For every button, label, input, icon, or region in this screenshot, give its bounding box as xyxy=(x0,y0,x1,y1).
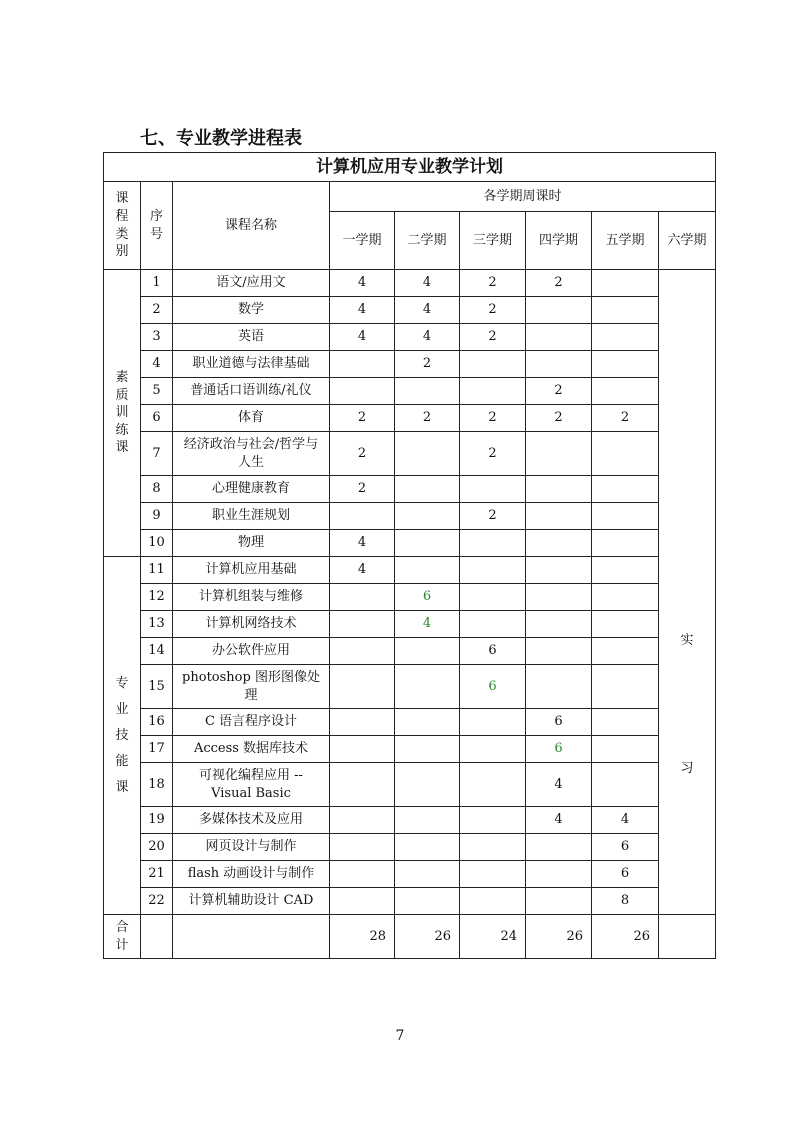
hours-cell xyxy=(526,530,592,557)
hours-cell xyxy=(395,665,460,709)
total-value: 26 xyxy=(526,915,592,959)
hours-cell: 2 xyxy=(460,297,526,324)
hours-cell xyxy=(526,638,592,665)
header-weekly-hours: 各学期周课时 xyxy=(330,182,716,212)
hours-cell xyxy=(592,270,659,297)
header-semester-5: 五学期 xyxy=(592,212,659,270)
row-no: 3 xyxy=(141,324,173,351)
hours-cell: 4 xyxy=(526,807,592,834)
hours-cell: 4 xyxy=(526,763,592,807)
hours-cell: 2 xyxy=(330,476,395,503)
total-empty xyxy=(659,915,716,959)
header-semester-1: 一学期 xyxy=(330,212,395,270)
hours-cell xyxy=(330,888,395,915)
header-semester-4: 四学期 xyxy=(526,212,592,270)
hours-cell xyxy=(395,834,460,861)
hours-cell xyxy=(460,888,526,915)
hours-cell xyxy=(460,530,526,557)
hours-cell xyxy=(460,736,526,763)
hours-cell xyxy=(592,432,659,476)
course-name: 语文/应用文 xyxy=(173,270,330,297)
row-no: 8 xyxy=(141,476,173,503)
row-no: 11 xyxy=(141,557,173,584)
hours-cell: 2 xyxy=(460,405,526,432)
hours-cell xyxy=(395,736,460,763)
header-semester-6: 六学期 xyxy=(659,212,716,270)
hours-cell xyxy=(460,557,526,584)
hours-cell xyxy=(592,665,659,709)
hours-cell: 8 xyxy=(592,888,659,915)
hours-cell xyxy=(330,351,395,378)
hours-cell: 4 xyxy=(330,324,395,351)
hours-cell xyxy=(592,709,659,736)
group-quality-training: 素 质 训 练 课 xyxy=(104,270,141,557)
course-name: 普通话口语训练/礼仪 xyxy=(173,378,330,405)
hours-cell xyxy=(395,530,460,557)
row-no: 5 xyxy=(141,378,173,405)
total-label: 合 计 xyxy=(104,915,141,959)
hours-cell xyxy=(330,709,395,736)
hours-cell xyxy=(395,432,460,476)
course-name: C 语言程序设计 xyxy=(173,709,330,736)
total-empty xyxy=(141,915,173,959)
hours-cell xyxy=(330,638,395,665)
hours-cell xyxy=(592,503,659,530)
course-name: 心理健康教育 xyxy=(173,476,330,503)
hours-cell: 4 xyxy=(395,270,460,297)
hours-cell: 2 xyxy=(592,405,659,432)
hours-cell xyxy=(395,557,460,584)
hours-cell xyxy=(395,807,460,834)
course-name: 多媒体技术及应用 xyxy=(173,807,330,834)
hours-cell xyxy=(330,807,395,834)
hours-cell: 6 xyxy=(526,709,592,736)
course-name: 职业生涯规划 xyxy=(173,503,330,530)
course-name: 体育 xyxy=(173,405,330,432)
header-semester-3: 三学期 xyxy=(460,212,526,270)
course-name: 数学 xyxy=(173,297,330,324)
hours-cell xyxy=(395,476,460,503)
row-no: 19 xyxy=(141,807,173,834)
hours-cell: 6 xyxy=(592,861,659,888)
hours-cell: 2 xyxy=(460,503,526,530)
hours-cell xyxy=(592,476,659,503)
hours-cell xyxy=(330,763,395,807)
course-name: 计算机组装与维修 xyxy=(173,584,330,611)
hours-cell xyxy=(592,611,659,638)
hours-cell: 6 xyxy=(395,584,460,611)
hours-cell xyxy=(526,584,592,611)
row-no: 20 xyxy=(141,834,173,861)
hours-cell xyxy=(592,324,659,351)
hours-cell: 2 xyxy=(526,405,592,432)
total-value: 26 xyxy=(395,915,460,959)
total-value: 28 xyxy=(330,915,395,959)
row-no: 14 xyxy=(141,638,173,665)
hours-cell: 4 xyxy=(330,270,395,297)
hours-cell xyxy=(592,557,659,584)
hours-cell: 2 xyxy=(395,405,460,432)
row-no: 6 xyxy=(141,405,173,432)
hours-cell: 4 xyxy=(592,807,659,834)
row-no: 2 xyxy=(141,297,173,324)
course-name: 英语 xyxy=(173,324,330,351)
row-no: 4 xyxy=(141,351,173,378)
row-no: 7 xyxy=(141,432,173,476)
hours-cell: 4 xyxy=(395,611,460,638)
hours-cell xyxy=(460,611,526,638)
hours-cell xyxy=(395,503,460,530)
row-no: 22 xyxy=(141,888,173,915)
hours-cell: 2 xyxy=(526,378,592,405)
hours-cell xyxy=(460,763,526,807)
hours-cell xyxy=(592,584,659,611)
hours-cell xyxy=(395,763,460,807)
course-name: 物理 xyxy=(173,530,330,557)
hours-cell: 4 xyxy=(330,297,395,324)
hours-cell xyxy=(526,557,592,584)
row-no: 17 xyxy=(141,736,173,763)
hours-cell xyxy=(330,834,395,861)
hours-cell xyxy=(460,378,526,405)
hours-cell xyxy=(526,611,592,638)
row-no: 9 xyxy=(141,503,173,530)
row-no: 13 xyxy=(141,611,173,638)
hours-cell xyxy=(460,709,526,736)
hours-cell xyxy=(330,861,395,888)
hours-cell xyxy=(592,378,659,405)
hours-cell xyxy=(330,378,395,405)
hours-cell xyxy=(330,584,395,611)
course-name: 计算机应用基础 xyxy=(173,557,330,584)
course-name: flash 动画设计与制作 xyxy=(173,861,330,888)
course-name: photoshop 图形图像处理 xyxy=(173,665,330,709)
row-no: 18 xyxy=(141,763,173,807)
hours-cell xyxy=(526,351,592,378)
total-value: 24 xyxy=(460,915,526,959)
total-empty xyxy=(173,915,330,959)
hours-cell: 4 xyxy=(330,530,395,557)
hours-cell: 6 xyxy=(460,665,526,709)
hours-cell: 2 xyxy=(395,351,460,378)
hours-cell xyxy=(395,378,460,405)
hours-cell: 6 xyxy=(460,638,526,665)
hours-cell xyxy=(592,530,659,557)
teaching-plan-table xyxy=(103,152,716,959)
hours-cell xyxy=(592,638,659,665)
hours-cell xyxy=(526,476,592,503)
hours-cell xyxy=(592,763,659,807)
hours-cell xyxy=(460,861,526,888)
hours-cell: 4 xyxy=(395,324,460,351)
course-name: 计算机辅助设计 CAD xyxy=(173,888,330,915)
hours-cell: 2 xyxy=(460,432,526,476)
hours-cell xyxy=(526,888,592,915)
row-no: 1 xyxy=(141,270,173,297)
page-number: 7 xyxy=(395,1028,405,1044)
hours-cell xyxy=(460,807,526,834)
row-no: 16 xyxy=(141,709,173,736)
hours-cell xyxy=(395,638,460,665)
hours-cell xyxy=(395,861,460,888)
hours-cell xyxy=(395,888,460,915)
hours-cell xyxy=(330,665,395,709)
course-name: 办公软件应用 xyxy=(173,638,330,665)
hours-cell: 2 xyxy=(330,432,395,476)
hours-cell xyxy=(592,736,659,763)
hours-cell xyxy=(460,834,526,861)
hours-cell xyxy=(526,432,592,476)
group-professional-skills: 专 业 技 能 课 xyxy=(104,557,141,915)
hours-cell: 6 xyxy=(526,736,592,763)
hours-cell xyxy=(526,861,592,888)
hours-cell xyxy=(526,297,592,324)
header-semester-2: 二学期 xyxy=(395,212,460,270)
table-title: 计算机应用专业教学计划 xyxy=(104,153,716,182)
hours-cell xyxy=(526,665,592,709)
hours-cell xyxy=(395,709,460,736)
hours-cell: 2 xyxy=(460,324,526,351)
section-title: 七、专业教学进程表 xyxy=(140,128,302,149)
header-seq: 序 号 xyxy=(141,182,173,270)
hours-cell xyxy=(526,503,592,530)
hours-cell: 2 xyxy=(330,405,395,432)
course-name: 经济政治与社会/哲学与人生 xyxy=(173,432,330,476)
row-no: 21 xyxy=(141,861,173,888)
hours-cell: 6 xyxy=(592,834,659,861)
hours-cell xyxy=(330,736,395,763)
hours-cell xyxy=(460,476,526,503)
hours-cell xyxy=(460,351,526,378)
row-no: 15 xyxy=(141,665,173,709)
hours-cell xyxy=(460,584,526,611)
hours-cell: 4 xyxy=(395,297,460,324)
hours-cell: 2 xyxy=(460,270,526,297)
hours-cell xyxy=(330,611,395,638)
hours-cell xyxy=(526,834,592,861)
hours-cell xyxy=(592,297,659,324)
header-course-name: 课程名称 xyxy=(173,182,330,270)
practice-column: 实 习 xyxy=(659,270,716,915)
course-name: Access 数据库技术 xyxy=(173,736,330,763)
hours-cell xyxy=(526,324,592,351)
hours-cell xyxy=(592,351,659,378)
course-name: 计算机网络技术 xyxy=(173,611,330,638)
hours-cell: 2 xyxy=(526,270,592,297)
row-no: 12 xyxy=(141,584,173,611)
course-name: 可视化编程应用 --Visual Basic xyxy=(173,763,330,807)
hours-cell: 4 xyxy=(330,557,395,584)
total-value: 26 xyxy=(592,915,659,959)
hours-cell xyxy=(330,503,395,530)
course-name: 职业道德与法律基础 xyxy=(173,351,330,378)
header-category: 课 程 类 别 xyxy=(104,182,141,270)
row-no: 10 xyxy=(141,530,173,557)
course-name: 网页设计与制作 xyxy=(173,834,330,861)
